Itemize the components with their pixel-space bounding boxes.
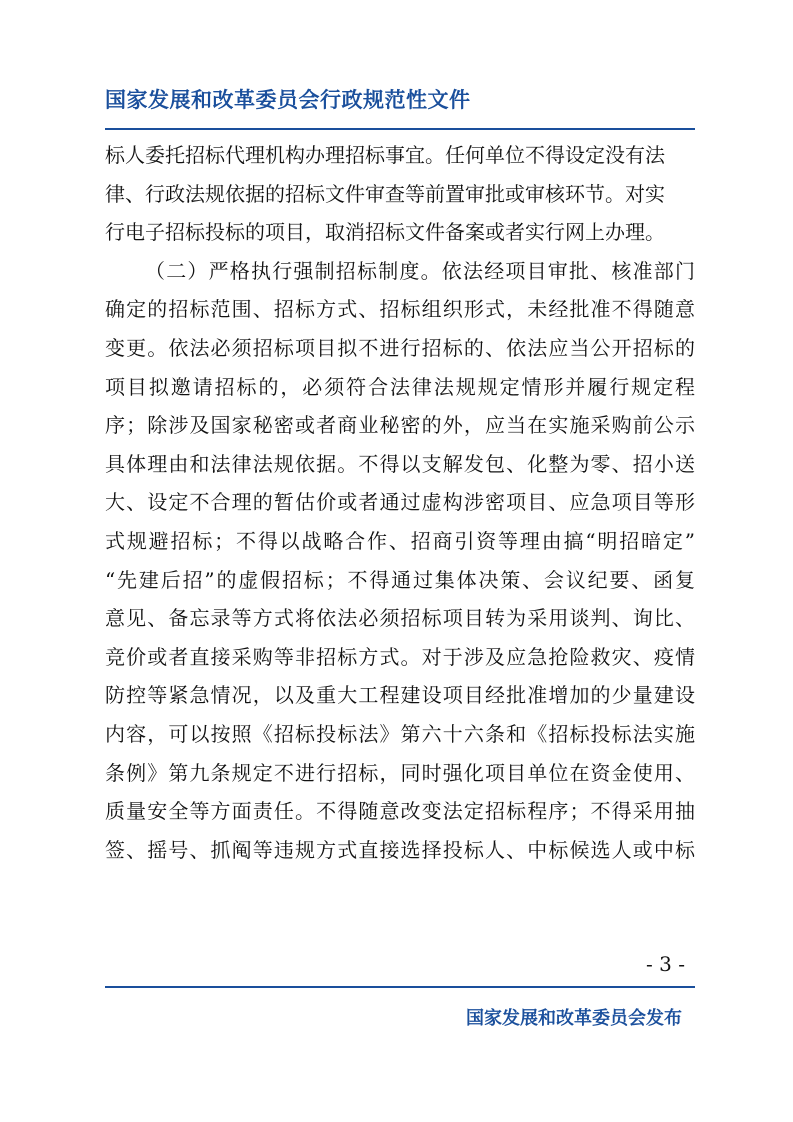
body-line: 序；除涉及国家秘密或者商业秘密的外，应当在实施采购前公示 <box>105 413 695 438</box>
body-line: 标人委托招标代理机构办理招标事宜。任何单位不得设定没有法 <box>105 143 665 167</box>
document-body <box>105 136 695 869</box>
body-line: 防控等紧急情况，以及重大工程建设项目经批准增加的少量建设 <box>105 683 695 708</box>
body-line: 确定的招标范围、招标方式、招标组织形式，未经批准不得随意 <box>105 297 695 322</box>
body-line: 式规避招标；不得以战略合作、招商引资等理由搞“明招暗定” <box>105 528 695 553</box>
body-line: 内容，可以按照《招标投标法》第六十六条和《招标投标法实施 <box>105 721 695 746</box>
document-header-title: 国家发展和改革委员会行政规范性文件 <box>105 88 471 112</box>
section-heading-line: （二）严格执行强制招标制度。依法经项目审批、核准部门 <box>145 258 695 283</box>
body-line: 变更。依法必须招标项目拟不进行招标的、依法应当公开招标的 <box>105 335 695 360</box>
footer-divider <box>105 986 695 988</box>
body-line: 意见、备忘录等方式将依法必须招标项目转为采用谈判、询比、 <box>105 606 695 631</box>
body-line: 律、行政法规依据的招标文件审查等前置审批或审核环节。对实 <box>105 181 665 206</box>
header-divider <box>105 128 695 130</box>
body-line: 行电子招标投标的项目，取消招标文件备案或者实行网上办理。 <box>105 220 665 245</box>
body-line: 项目拟邀请招标的，必须符合法律法规规定情形并履行规定程 <box>105 374 695 399</box>
body-line: 签、摇号、抓阄等违规方式直接选择投标人、中标候选人或中标 <box>105 837 695 862</box>
page-number: - 3 - <box>646 952 685 976</box>
body-line: 条例》第九条规定不进行招标，同时强化项目单位在资金使用、 <box>105 760 695 785</box>
footer-publisher: 国家发展和改革委员会发布 <box>466 1008 682 1029</box>
body-line: 大、设定不合理的暂估价或者通过虚构涉密项目、应急项目等形 <box>105 490 695 515</box>
body-line: 质量安全等方面责任。不得随意改变法定招标程序；不得采用抽 <box>105 799 695 824</box>
body-line: 具体理由和法律法规依据。不得以支解发包、化整为零、招小送 <box>105 451 695 476</box>
body-line: “先建后招”的虚假招标；不得通过集体决策、会议纪要、函复 <box>105 567 695 592</box>
body-line: 竞价或者直接采购等非招标方式。对于涉及应急抢险救灾、疫情 <box>105 644 695 669</box>
